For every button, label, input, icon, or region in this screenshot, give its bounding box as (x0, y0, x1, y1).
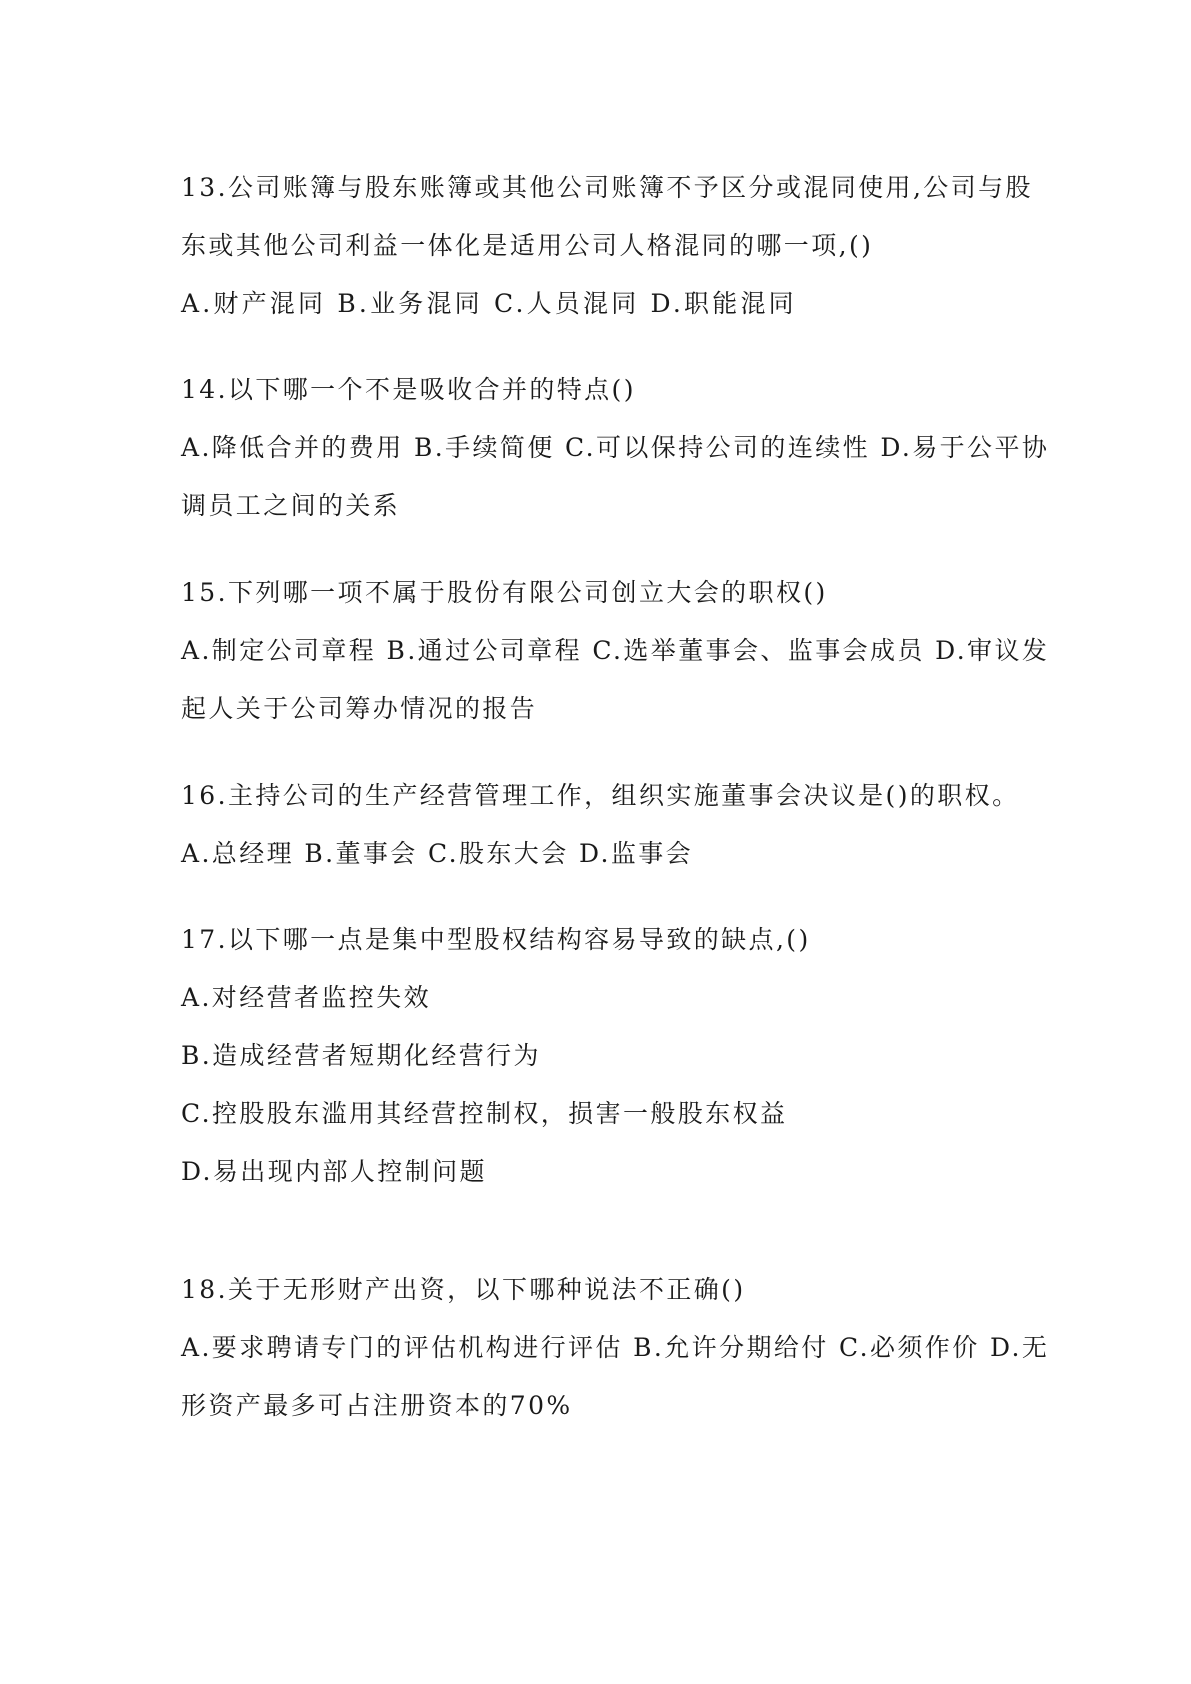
q15-stem: 15.下列哪一项不属于股份有限公司创立大会的职权() (181, 578, 828, 607)
q16-options: A.总经理 B.董事会 C.股东大会 D.监事会 (181, 839, 694, 868)
q17-option-b: B.造成经营者短期化经营行为 (181, 1041, 541, 1070)
q17-option-a: A.对经营者监控失效 (181, 983, 432, 1012)
q18-options-line-2: 形资产最多可占注册资本的70% (181, 1391, 573, 1420)
q13-stem-line-2: 东或其他公司利益一体化是适用公司人格混同的哪一项,() (181, 231, 874, 260)
q13-options: A.财产混同 B.业务混同 C.人员混同 D.职能混同 (181, 289, 797, 318)
q18-stem: 18.关于无形财产出资，以下哪种说法不正确() (181, 1275, 746, 1304)
q17-stem: 17.以下哪一点是集中型股权结构容易导致的缺点,() (181, 925, 811, 954)
q14-stem: 14.以下哪一个不是吸收合并的特点() (181, 375, 636, 404)
q15-options-line-1: A.制定公司章程 B.通过公司章程 C.选举董事会、监事会成员 D.审议发 (181, 636, 1050, 665)
q18-options-line-1: A.要求聘请专门的评估机构进行评估 B.允许分期给付 C.必须作价 D.无 (181, 1333, 1050, 1362)
q17-option-d: D.易出现内部人控制问题 (181, 1157, 487, 1186)
q14-options-line-1: A.降低合并的费用 B.手续简便 C.可以保持公司的连续性 D.易于公平协 (181, 433, 1050, 462)
q13-stem-line-1: 13.公司账簿与股东账簿或其他公司账簿不予区分或混同使用,公司与股 (181, 173, 1033, 202)
q14-options-line-2: 调员工之间的关系 (181, 491, 401, 520)
q16-stem: 16.主持公司的生产经营管理工作，组织实施董事会决议是()的职权。 (181, 781, 1020, 810)
q17-option-c: C.控股股东滥用其经营控制权，损害一般股东权益 (181, 1099, 788, 1128)
q15-options-line-2: 起人关于公司筹办情况的报告 (181, 694, 538, 723)
